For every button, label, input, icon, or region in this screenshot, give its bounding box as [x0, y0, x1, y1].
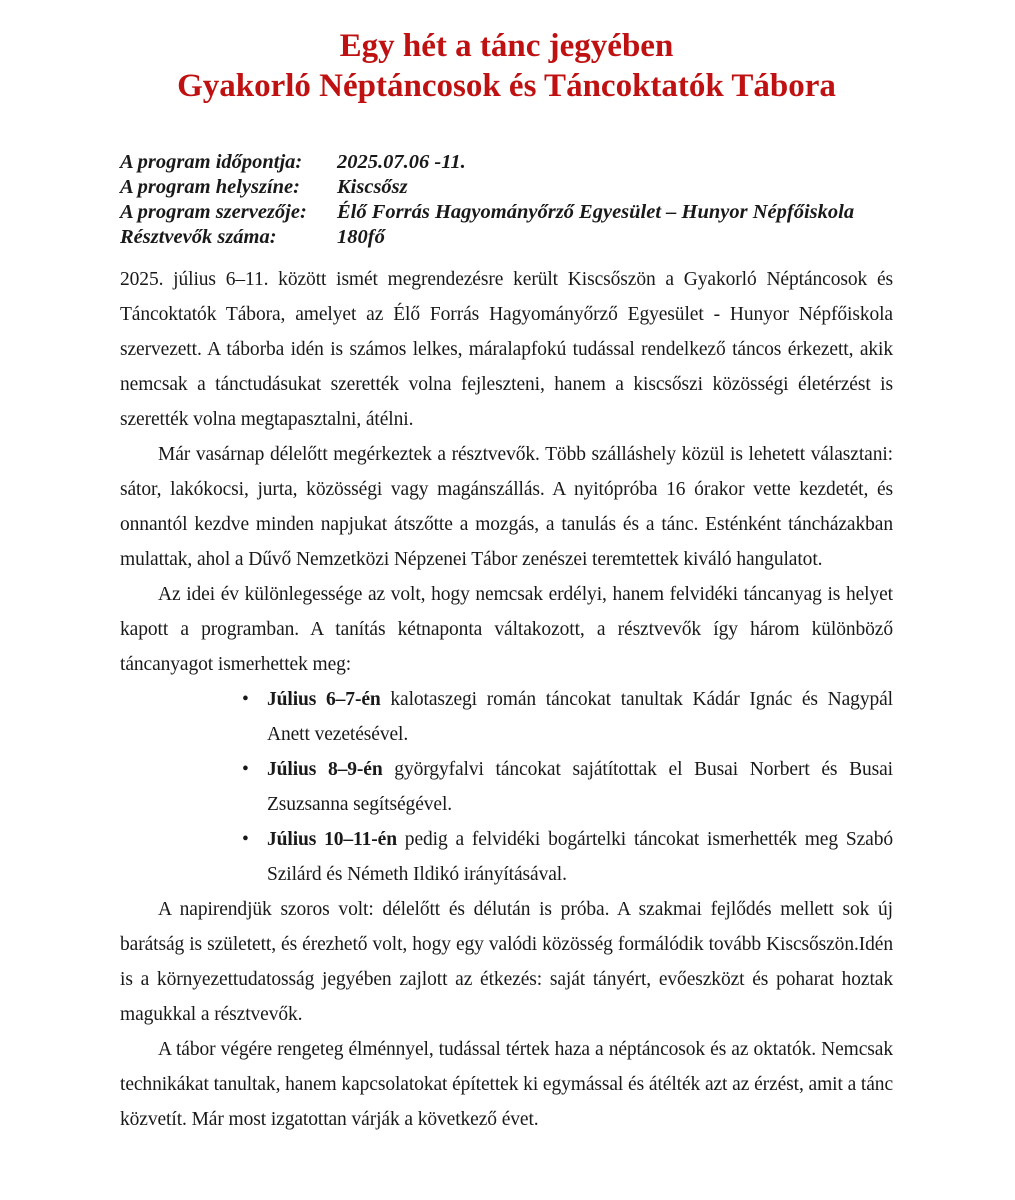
schedule-text: kalotaszegi román táncokat tanultak Kádár Ignác és Nagypál Anett vezetésével. [267, 689, 893, 745]
paragraph-specialty: Az idei év különlegessége az volt, hogy nemcsak erdélyi, hanem felvidéki táncanyag is helyet kapott a programban. A tanítás kétnaponta váltakozott, a résztvevők így három különböző táncanyagot ismerhettek meg: [120, 584, 893, 675]
meta-row-location [120, 175, 893, 200]
meta-label: Résztvevők száma: [120, 226, 277, 248]
document-title [120, 26, 893, 106]
meta-row-time [120, 150, 893, 175]
meta-label: A program szervezője: [120, 201, 307, 223]
program-meta [120, 150, 893, 250]
bullet-icon: • [242, 829, 249, 850]
paragraph-closing: A tábor végére rengeteg élménnyel, tudással tértek haza a néptáncosok és az oktatók. Nemcsak technikákat tanultak, hanem kapcsolatokat építettek ki egymással és átélték azt az érzést, amit a tánc közvetít. Már most izgatottan várják a következő évet. [120, 1039, 893, 1130]
schedule-date: Július 6–7-én [267, 689, 381, 710]
schedule-date: Július 10–11-én [267, 829, 397, 850]
meta-value: 180fő [337, 226, 385, 248]
title-line-1: Egy hét a tánc jegyében [339, 28, 674, 64]
meta-value: Kiscsősz [337, 176, 408, 198]
meta-value: 2025.07.06 -11. [337, 151, 466, 173]
meta-label: A program időpontja: [120, 151, 303, 173]
meta-label: A program helyszíne: [120, 176, 300, 198]
meta-row-participants [120, 225, 893, 250]
schedule-text: pedig a felvidéki bogártelki táncokat ismerhették meg Szabó Szilárd és Németh Ildikó irányításával. [267, 829, 893, 885]
schedule-item-3 [242, 822, 893, 892]
paragraph-arrival: Már vasárnap délelőtt megérkeztek a résztvevők. Több szálláshely közül is lehetett választani: sátor, lakókocsi, jurta, közösségi vagy magánszállás. A nyitópróba 16 órakor vette kezdetét, és onnantól kezdve minden napjukat átszőtte a mozgás, a tanulás és a tánc. Esténként táncházakban mulattak, ahol a Dűvő Nemzetközi Népzenei Tábor zenészei teremtettek kiváló hangulatot. [120, 444, 893, 570]
title-line-2: Gyakorló Néptáncosok és Táncoktatók Tábora [177, 68, 836, 104]
meta-value: Élő Forrás Hagyományőrző Egyesület – Hunyor Népfőiskola [337, 201, 855, 223]
schedule-date: Július 8–9-én [267, 759, 383, 780]
paragraph-daily-routine: A napirendjük szoros volt: délelőtt és délután is próba. A szakmai fejlődés mellett sok új barátság is született, és érezhető volt, hogy egy valódi közösség formálódik tovább Kiscsőszön.Idén is a környezettudatosság jegyében zajlott az étkezés: saját tányért, evőeszközt és poharat hoztak magukkal a résztvevők. [120, 899, 893, 1025]
schedule-item-2 [242, 752, 894, 822]
bullet-icon: • [242, 759, 249, 780]
schedule-list [120, 682, 893, 892]
document-body [120, 262, 893, 1137]
paragraph-intro: 2025. július 6–11. között ismét megrendezésre került Kiscsőszön a Gyakorló Néptáncosok és Táncoktatók Tábora, amelyet az Élő Forrás Hagyományőrző Egyesület - Hunyor Népfőiskola szervezett. A táborba idén is számos lelkes, máralapfokú tudással rendelkező táncos érkezett, akik nemcsak a tánctudásukat szerették volna fejleszteni, hanem a kiscsőszi közösségi életérzést is szerették volna megtapasztalni, átélni. [120, 269, 893, 430]
meta-row-organizer [120, 200, 893, 225]
schedule-item-1 [242, 682, 893, 752]
schedule-text: györgyfalvi táncokat sajátítottak el Busai Norbert és Busai Zsuzsanna segítségével. [267, 759, 894, 815]
bullet-icon: • [242, 689, 249, 710]
